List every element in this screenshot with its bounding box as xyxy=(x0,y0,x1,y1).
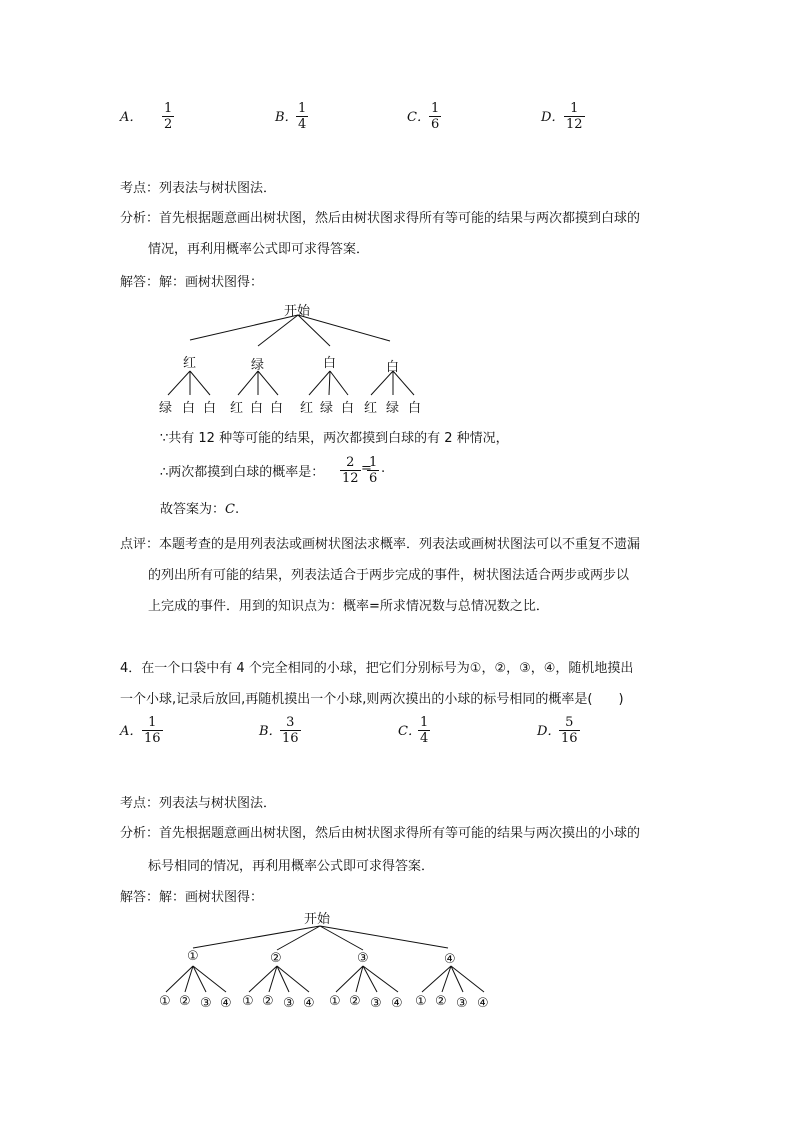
q3-option-b-fraction: $\frac{1}{4}$ xyxy=(298,101,307,132)
q3-tree-leaf: 绿 xyxy=(159,401,173,416)
q3-tree-root: 开始 xyxy=(284,304,311,319)
q4-option-a-label: A． xyxy=(120,724,143,739)
q4-tree-l1-node: ② xyxy=(270,951,282,966)
q4-tree-leaf: ① xyxy=(242,994,254,1009)
q3-tree-leaf: 白 xyxy=(250,401,264,416)
q3-jieda: 解答：解：画树状图得： xyxy=(120,275,264,290)
q3-total-outcomes: ∵共有 12 种等可能的结果，两次都摸到白球的有 2 种情况， xyxy=(160,431,509,446)
q3-prob-equals: = xyxy=(361,461,372,476)
q4-tree-leaf: ① xyxy=(415,994,427,1009)
q4-tree-leaf: ③ xyxy=(456,996,468,1011)
q3-tree-leaf: 白 xyxy=(203,401,217,416)
q4-tree-leaf: ③ xyxy=(283,996,295,1011)
q4-tree-leaf: ④ xyxy=(303,996,315,1011)
q3-answer-prefix: 故答案为： xyxy=(160,502,226,517)
q3-answer-end: . xyxy=(234,502,240,517)
q4-tree-leaf: ③ xyxy=(370,996,382,1011)
q3-tree-leaf: 红 xyxy=(300,401,314,416)
q3-prob-fraction-1: $\frac{2}{12}$ xyxy=(342,455,359,486)
q4-option-c-label: C． xyxy=(398,724,421,739)
q4-tree-leaf: ② xyxy=(179,994,191,1009)
q3-tree-leaf: 绿 xyxy=(320,401,334,416)
q4-stem-line2: 一个小球,记录后放回,再随机摸出一个小球,则两次摸出的小球的标号相同的概率是( ) xyxy=(120,692,624,707)
q4-jieda: 解答：解：画树状图得： xyxy=(120,890,264,905)
q4-tree-leaf: ④ xyxy=(391,996,403,1011)
q3-option-c-fraction: $\frac{1}{6}$ xyxy=(431,101,440,132)
q3-tree-l1-node: 白 xyxy=(386,360,400,375)
q3-option-a-fraction: $\frac{1}{2}$ xyxy=(164,101,173,132)
q3-fenxi-line1: 分析：首先根据题意画出树状图，然后由树状图求得所有等可能的结果与两次都摸到白球的 xyxy=(120,211,641,226)
q4-fenxi-line2: 标号相同的情况，再利用概率公式即可求得答案． xyxy=(148,859,435,874)
q3-dianping-line2: 的列出所有可能的结果，列表法适合于两步完成的事件，树状图法适合两步或两步以 xyxy=(148,568,630,583)
q3-option-d-label: D． xyxy=(541,110,565,125)
q3-dianping-line1: 点评：本题考查的是用列表法或画树状图法求概率．列表法或画树状图法可以不重复不遗漏 xyxy=(120,537,641,552)
q4-stem-line1: 4．在一个口袋中有 4 个完全相同的小球，把它们分别标号为①，②，③，④，随机地摸出 xyxy=(120,661,634,676)
q4-tree-leaf: ② xyxy=(262,994,274,1009)
q4-option-d-label: D． xyxy=(537,724,561,739)
q3-tree-l1-node: 白 xyxy=(323,356,337,371)
q4-tree-leaf: ④ xyxy=(477,996,489,1011)
q3-option-a-label: A． xyxy=(120,110,143,125)
q4-tree-l1-node: ③ xyxy=(357,951,369,966)
q3-option-c-label: C． xyxy=(407,110,430,125)
q4-option-a-fraction: $\frac{1}{16}$ xyxy=(144,715,161,746)
q4-tree-leaf: ③ xyxy=(200,996,212,1011)
q3-tree-l1-node: 红 xyxy=(183,356,197,371)
q3-fenxi-line2: 情况，再利用概率公式即可求得答案． xyxy=(148,242,370,257)
q3-tree-leaf: 白 xyxy=(408,401,422,416)
q3-kaodian: 考点：列表法与树状图法． xyxy=(120,181,277,196)
q3-dianping-line3: 上完成的事件．用到的知识点为：概率=所求情况数与总情况数之比． xyxy=(148,599,549,614)
q3-tree-leaf: 红 xyxy=(364,401,378,416)
q3-tree-leaf: 绿 xyxy=(386,401,400,416)
q4-fenxi-line1: 分析：首先根据题意画出树状图，然后由树状图求得所有等可能的结果与两次摸出的小球的 xyxy=(120,826,641,841)
q4-tree-l1-node: ④ xyxy=(444,952,456,967)
q4-option-b-label: B． xyxy=(259,724,282,739)
q3-prob-fraction-2: $\frac{1}{6}$ xyxy=(369,455,378,486)
q4-tree-leaf: ① xyxy=(159,994,171,1009)
q4-option-c-fraction: $\frac{1}{4}$ xyxy=(420,715,429,746)
q4-option-d-fraction: $\frac{5}{16}$ xyxy=(561,715,578,746)
q4-option-b-fraction: $\frac{3}{16}$ xyxy=(282,715,299,746)
q4-tree-leaf: ① xyxy=(329,994,341,1009)
q4-tree-leaf: ② xyxy=(435,994,447,1009)
q3-tree-leaf: 白 xyxy=(270,401,284,416)
q3-option-d-fraction: $\frac{1}{12}$ xyxy=(566,101,583,132)
q3-tree-l1-node: 绿 xyxy=(251,358,265,373)
q3-prob-prefix: ∴两次都摸到白球的概率是： xyxy=(160,465,325,480)
q4-kaodian: 考点：列表法与树状图法． xyxy=(120,796,277,811)
q4-tree-l1-node: ① xyxy=(187,949,199,964)
q4-tree-leaf: ② xyxy=(349,994,361,1009)
q3-option-b-label: B． xyxy=(275,110,298,125)
q3-answer-letter: C xyxy=(225,502,235,517)
q3-tree-leaf: 红 xyxy=(230,401,244,416)
q4-tree-leaf: ④ xyxy=(220,996,232,1011)
q3-tree-leaf: 白 xyxy=(182,401,196,416)
q3-prob-period: . xyxy=(381,461,386,476)
q4-tree-root: 开始 xyxy=(304,912,331,927)
q3-tree-leaf: 白 xyxy=(341,401,355,416)
